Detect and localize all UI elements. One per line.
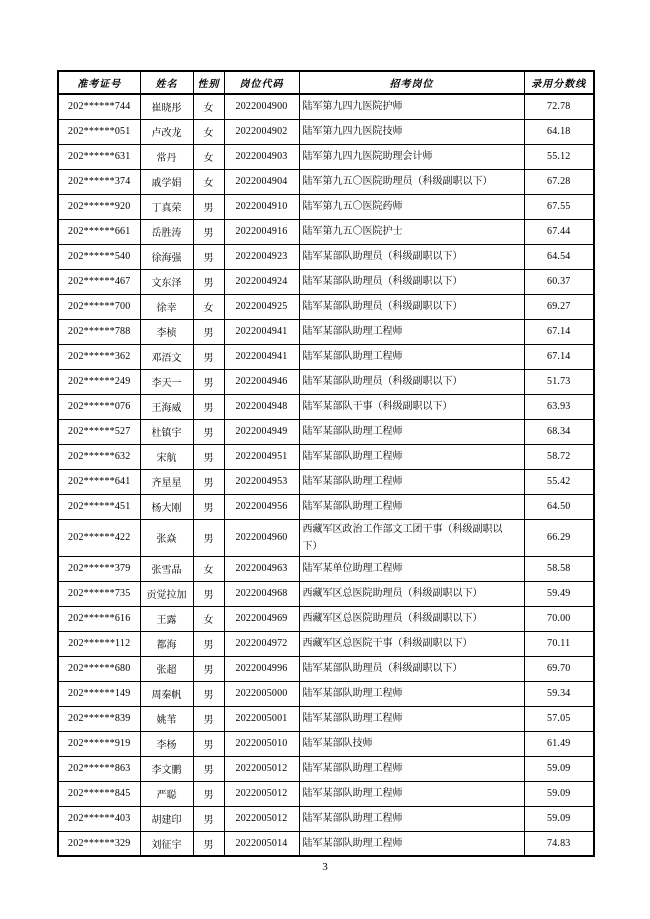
cell-score-line: 74.83 [524, 831, 594, 856]
cell-position-code: 2022004963 [224, 556, 299, 581]
cell-name: 李文鹏 [140, 756, 193, 781]
table-row [58, 219, 594, 244]
table-row [58, 494, 594, 519]
cell-recruitment-position: 陆军第九五〇医院护士 [299, 219, 524, 244]
cell-position-code: 2022004968 [224, 581, 299, 606]
cell-position-code: 2022004902 [224, 119, 299, 144]
cell-score-line: 58.72 [524, 444, 594, 469]
cell-gender: 女 [193, 144, 224, 169]
table-body [58, 94, 594, 856]
cell-name: 胡建印 [140, 806, 193, 831]
cell-score-line: 64.18 [524, 119, 594, 144]
cell-name: 王露 [140, 606, 193, 631]
cell-recruitment-position: 陆军某部队助理工程师 [299, 681, 524, 706]
cell-admission-number: 202******451 [58, 494, 140, 519]
cell-name: 崔晓彤 [140, 94, 193, 119]
cell-score-line: 59.49 [524, 581, 594, 606]
cell-recruitment-position: 陆军某部队助理员（科级副职以下） [299, 244, 524, 269]
cell-admission-number: 202******249 [58, 369, 140, 394]
table-row [58, 269, 594, 294]
cell-admission-number: 202******845 [58, 781, 140, 806]
cell-name: 丁真荣 [140, 194, 193, 219]
column-header-recruitment-position: 招考岗位 [299, 71, 524, 94]
cell-position-code: 2022004941 [224, 344, 299, 369]
cell-admission-number: 202******863 [58, 756, 140, 781]
cell-gender: 女 [193, 119, 224, 144]
cell-name: 杜镇宇 [140, 419, 193, 444]
cell-score-line: 67.14 [524, 319, 594, 344]
cell-recruitment-position: 陆军某部队助理员（科级副职以下） [299, 656, 524, 681]
cell-gender: 男 [193, 494, 224, 519]
cell-recruitment-position: 陆军某部队干事（科级副职以下） [299, 394, 524, 419]
cell-recruitment-position: 陆军某部队助理工程师 [299, 756, 524, 781]
cell-name: 张雪晶 [140, 556, 193, 581]
cell-position-code: 2022004996 [224, 656, 299, 681]
cell-name: 贡觉拉加 [140, 581, 193, 606]
cell-name: 张焱 [140, 519, 193, 556]
table-row [58, 656, 594, 681]
cell-score-line: 51.73 [524, 369, 594, 394]
cell-gender: 男 [193, 269, 224, 294]
cell-recruitment-position: 西藏军区总医院助理员（科级副职以下） [299, 581, 524, 606]
cell-score-line: 59.09 [524, 781, 594, 806]
table-row [58, 169, 594, 194]
cell-name: 杨大刚 [140, 494, 193, 519]
cell-recruitment-position: 陆军某部队助理工程师 [299, 444, 524, 469]
cell-admission-number: 202******919 [58, 731, 140, 756]
table-row [58, 606, 594, 631]
cell-admission-number: 202******641 [58, 469, 140, 494]
table-row [58, 194, 594, 219]
cell-gender: 男 [193, 344, 224, 369]
cell-gender: 男 [193, 369, 224, 394]
cell-position-code: 2022004925 [224, 294, 299, 319]
cell-name: 徐海强 [140, 244, 193, 269]
cell-name: 戚学娟 [140, 169, 193, 194]
cell-score-line: 64.54 [524, 244, 594, 269]
cell-name: 岳胜涛 [140, 219, 193, 244]
table-row [58, 519, 594, 556]
cell-admission-number: 202******329 [58, 831, 140, 856]
table-header-row [58, 71, 594, 94]
cell-recruitment-position: 陆军第九五〇医院药师 [299, 194, 524, 219]
cell-gender: 男 [193, 731, 224, 756]
cell-name: 齐星星 [140, 469, 193, 494]
table-row [58, 94, 594, 119]
cell-recruitment-position: 陆军某部队助理工程师 [299, 494, 524, 519]
cell-position-code: 2022005012 [224, 756, 299, 781]
table-row [58, 731, 594, 756]
cell-recruitment-position: 陆军第九四九医院技师 [299, 119, 524, 144]
cell-recruitment-position: 陆军某部队助理员（科级副职以下） [299, 269, 524, 294]
cell-position-code: 2022005014 [224, 831, 299, 856]
table-row [58, 344, 594, 369]
cell-admission-number: 202******527 [58, 419, 140, 444]
cell-position-code: 2022004969 [224, 606, 299, 631]
cell-gender: 男 [193, 656, 224, 681]
cell-name: 王海威 [140, 394, 193, 419]
cell-gender: 男 [193, 519, 224, 556]
cell-position-code: 2022005012 [224, 781, 299, 806]
cell-score-line: 59.34 [524, 681, 594, 706]
cell-name: 李天一 [140, 369, 193, 394]
cell-admission-number: 202******051 [58, 119, 140, 144]
table-row [58, 469, 594, 494]
table-row [58, 831, 594, 856]
cell-name: 严聪 [140, 781, 193, 806]
cell-name: 都海 [140, 631, 193, 656]
cell-gender: 男 [193, 781, 224, 806]
cell-position-code: 2022005010 [224, 731, 299, 756]
cell-admission-number: 202******076 [58, 394, 140, 419]
cell-score-line: 67.55 [524, 194, 594, 219]
cell-score-line: 66.29 [524, 519, 594, 556]
cell-position-code: 2022004948 [224, 394, 299, 419]
cell-score-line: 59.09 [524, 806, 594, 831]
table-row [58, 556, 594, 581]
cell-score-line: 58.58 [524, 556, 594, 581]
cell-gender: 男 [193, 681, 224, 706]
cell-position-code: 2022004900 [224, 94, 299, 119]
cell-admission-number: 202******661 [58, 219, 140, 244]
column-header-score-line: 录用分数线 [524, 71, 594, 94]
table-row [58, 681, 594, 706]
cell-recruitment-position: 陆军第九四九医院护师 [299, 94, 524, 119]
cell-score-line: 72.78 [524, 94, 594, 119]
table-row [58, 244, 594, 269]
cell-admission-number: 202******680 [58, 656, 140, 681]
cell-admission-number: 202******839 [58, 706, 140, 731]
cell-recruitment-position: 陆军某部队助理工程师 [299, 706, 524, 731]
cell-gender: 男 [193, 631, 224, 656]
cell-admission-number: 202******149 [58, 681, 140, 706]
cell-recruitment-position: 西藏军区总医院助理员（科级副职以下） [299, 606, 524, 631]
cell-admission-number: 202******112 [58, 631, 140, 656]
cell-admission-number: 202******403 [58, 806, 140, 831]
cell-score-line: 69.27 [524, 294, 594, 319]
cell-score-line: 67.44 [524, 219, 594, 244]
cell-admission-number: 202******379 [58, 556, 140, 581]
cell-admission-number: 202******467 [58, 269, 140, 294]
cell-score-line: 70.11 [524, 631, 594, 656]
cell-name: 李桢 [140, 319, 193, 344]
cell-recruitment-position: 陆军某部队助理员（科级副职以下） [299, 294, 524, 319]
cell-recruitment-position: 西藏军区政治工作部文工团干事（科级副职以下） [299, 519, 524, 556]
table-row [58, 319, 594, 344]
table-row [58, 756, 594, 781]
cell-score-line: 69.70 [524, 656, 594, 681]
table-row [58, 394, 594, 419]
cell-gender: 男 [193, 706, 224, 731]
cell-admission-number: 202******631 [58, 144, 140, 169]
cell-gender: 男 [193, 831, 224, 856]
cell-recruitment-position: 陆军某部队助理工程师 [299, 781, 524, 806]
cell-recruitment-position: 陆军某部队助理工程师 [299, 344, 524, 369]
cell-gender: 男 [193, 219, 224, 244]
cell-score-line: 61.49 [524, 731, 594, 756]
cell-name: 刘征宇 [140, 831, 193, 856]
table-row [58, 144, 594, 169]
cell-score-line: 63.93 [524, 394, 594, 419]
column-header-name: 姓名 [140, 71, 193, 94]
cell-position-code: 2022004910 [224, 194, 299, 219]
table-row [58, 294, 594, 319]
table-row [58, 706, 594, 731]
cell-recruitment-position: 陆军某部队助理工程师 [299, 831, 524, 856]
score-table [57, 70, 595, 857]
table-row [58, 781, 594, 806]
cell-recruitment-position: 陆军某部队助理工程师 [299, 419, 524, 444]
cell-name: 徐幸 [140, 294, 193, 319]
cell-score-line: 70.00 [524, 606, 594, 631]
cell-admission-number: 202******788 [58, 319, 140, 344]
cell-admission-number: 202******700 [58, 294, 140, 319]
cell-gender: 男 [193, 469, 224, 494]
cell-recruitment-position: 陆军某单位助理工程师 [299, 556, 524, 581]
cell-gender: 女 [193, 556, 224, 581]
cell-admission-number: 202******374 [58, 169, 140, 194]
cell-recruitment-position: 西藏军区总医院干事（科级副职以下） [299, 631, 524, 656]
cell-score-line: 67.14 [524, 344, 594, 369]
cell-recruitment-position: 陆军某部队技师 [299, 731, 524, 756]
column-header-position-code: 岗位代码 [224, 71, 299, 94]
cell-name: 文东泽 [140, 269, 193, 294]
cell-position-code: 2022004953 [224, 469, 299, 494]
cell-position-code: 2022004924 [224, 269, 299, 294]
column-header-gender: 性别 [193, 71, 224, 94]
table-row [58, 119, 594, 144]
cell-admission-number: 202******362 [58, 344, 140, 369]
cell-score-line: 57.05 [524, 706, 594, 731]
table-row [58, 581, 594, 606]
table-row [58, 806, 594, 831]
cell-recruitment-position: 陆军第九四九医院助理会计师 [299, 144, 524, 169]
cell-position-code: 2022005012 [224, 806, 299, 831]
cell-gender: 男 [193, 419, 224, 444]
column-header-admission-number: 准考证号 [58, 71, 140, 94]
cell-name: 常丹 [140, 144, 193, 169]
page-number: 3 [322, 861, 328, 873]
cell-gender: 男 [193, 581, 224, 606]
cell-gender: 女 [193, 294, 224, 319]
cell-gender: 男 [193, 319, 224, 344]
cell-position-code: 2022004972 [224, 631, 299, 656]
cell-gender: 女 [193, 169, 224, 194]
cell-score-line: 55.42 [524, 469, 594, 494]
cell-name: 姚苇 [140, 706, 193, 731]
cell-position-code: 2022004904 [224, 169, 299, 194]
cell-name: 张超 [140, 656, 193, 681]
table-row [58, 631, 594, 656]
cell-gender: 女 [193, 94, 224, 119]
cell-position-code: 2022004941 [224, 319, 299, 344]
cell-gender: 男 [193, 394, 224, 419]
cell-score-line: 60.37 [524, 269, 594, 294]
cell-score-line: 59.09 [524, 756, 594, 781]
cell-recruitment-position: 陆军某部队助理工程师 [299, 469, 524, 494]
cell-position-code: 2022004903 [224, 144, 299, 169]
table-row [58, 369, 594, 394]
cell-name: 李杨 [140, 731, 193, 756]
cell-gender: 男 [193, 444, 224, 469]
cell-admission-number: 202******540 [58, 244, 140, 269]
table-row [58, 419, 594, 444]
cell-gender: 男 [193, 244, 224, 269]
cell-gender: 女 [193, 606, 224, 631]
cell-admission-number: 202******616 [58, 606, 140, 631]
cell-position-code: 2022004956 [224, 494, 299, 519]
cell-position-code: 2022005001 [224, 706, 299, 731]
cell-position-code: 2022004946 [224, 369, 299, 394]
cell-score-line: 67.28 [524, 169, 594, 194]
cell-name: 卢改龙 [140, 119, 193, 144]
cell-admission-number: 202******744 [58, 94, 140, 119]
cell-admission-number: 202******735 [58, 581, 140, 606]
table-row [58, 444, 594, 469]
cell-gender: 男 [193, 806, 224, 831]
cell-score-line: 55.12 [524, 144, 594, 169]
cell-recruitment-position: 陆军某部队助理工程师 [299, 319, 524, 344]
cell-position-code: 2022004949 [224, 419, 299, 444]
cell-recruitment-position: 陆军某部队助理员（科级副职以下） [299, 369, 524, 394]
cell-position-code: 2022004923 [224, 244, 299, 269]
cell-score-line: 68.34 [524, 419, 594, 444]
cell-name: 邓浯文 [140, 344, 193, 369]
cell-name: 周秦帆 [140, 681, 193, 706]
cell-position-code: 2022004951 [224, 444, 299, 469]
cell-admission-number: 202******632 [58, 444, 140, 469]
cell-position-code: 2022004960 [224, 519, 299, 556]
cell-name: 宋航 [140, 444, 193, 469]
cell-gender: 男 [193, 194, 224, 219]
cell-position-code: 2022005000 [224, 681, 299, 706]
cell-score-line: 64.50 [524, 494, 594, 519]
cell-admission-number: 202******422 [58, 519, 140, 556]
cell-gender: 男 [193, 756, 224, 781]
cell-position-code: 2022004916 [224, 219, 299, 244]
cell-recruitment-position: 陆军某部队助理工程师 [299, 806, 524, 831]
cell-admission-number: 202******920 [58, 194, 140, 219]
cell-recruitment-position: 陆军第九五〇医院助理员（科级副职以下） [299, 169, 524, 194]
